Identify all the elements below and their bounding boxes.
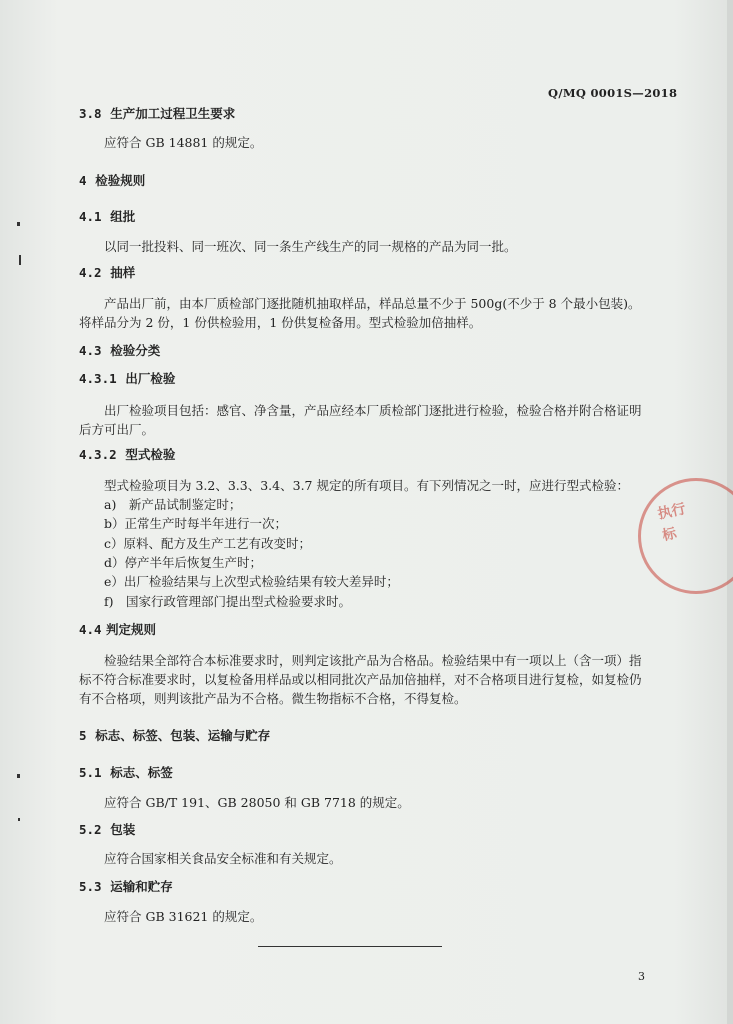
list-item: e）出厂检验结果与上次型式检验结果有较大差异时； [104, 574, 399, 589]
heading-4-3-1: 4.3.1 出厂检验 [79, 371, 176, 386]
paragraph-4-4-line2: 标不符合标准要求时，以复检备用样品或以相同批次产品加倍抽样，对不合格项目进行复检，如复检仍 [79, 672, 642, 687]
list-item: d）停产半年后恢复生产时； [104, 555, 263, 570]
list-item: f) 国家行政管理部门提出型式检验要求时。 [104, 594, 352, 609]
paragraph-4-4-line3: 有不合格项，则判该批产品为不合格。微生物指标不合格，不得复检。 [79, 691, 467, 706]
paragraph-4-3-2: 型式检验项目为 3.2、3.3、3.4、3.7 规定的所有项目。有下列情况之一时，应进行型式检验： [104, 478, 629, 493]
document-code: Q/MQ 0001S—2018 [548, 86, 678, 100]
binding-mark [19, 255, 21, 265]
paragraph-4-4-line1: 检验结果全部符合本标准要求时，则判定该批产品为合格品。检验结果中有一项以上（含一项）指 [104, 653, 642, 668]
list-item: b）正常生产时每半年进行一次； [104, 516, 288, 531]
binding-mark [17, 774, 20, 778]
heading-5-2: 5.2 包装 [79, 822, 136, 837]
binding-mark [17, 222, 20, 226]
paragraph-4-3-1-line1: 出厂检验项目包括：感官、净含量，产品应经本厂质检部门逐批进行检验，检验合格并附合格证明 [104, 403, 642, 418]
heading-4-3: 4.3 检验分类 [79, 343, 161, 358]
heading-3-8: 3.8 生产加工过程卫生要求 [79, 106, 236, 121]
list-item: c）原料、配方及生产工艺有改变时； [104, 536, 312, 551]
paragraph-4-2-line1: 产品出厂前，由本厂质检部门逐批随机抽取样品，样品总量不少于 500g(不少于 8 个最小包装)。 [104, 296, 641, 311]
binding-mark [18, 818, 20, 821]
paragraph-4-1: 以同一批投料、同一班次、同一条生产线生产的同一规格的产品为同一批。 [104, 239, 517, 254]
heading-4-1: 4.1 组批 [79, 209, 136, 224]
heading-4-3-2: 4.3.2 型式检验 [79, 447, 176, 462]
list-item: a) 新产品试制鉴定时； [104, 497, 242, 512]
heading-5-3: 5.3 运输和贮存 [79, 879, 173, 894]
heading-4: 4 检验规则 [79, 173, 146, 188]
heading-4-2: 4.2 抽样 [79, 265, 136, 280]
paragraph-4-2-line2: 将样品分为 2 份，1 份供检验用，1 份供复检备用。型式检验加倍抽样。 [79, 315, 482, 330]
paragraph-5-1: 应符合 GB/T 191、GB 28050 和 GB 7718 的规定。 [104, 795, 410, 810]
heading-5: 5 标志、标签、包装、运输与贮存 [79, 728, 271, 743]
end-rule [258, 946, 442, 947]
paragraph-3-8: 应符合 GB 14881 的规定。 [104, 135, 263, 150]
page-number: 3 [638, 970, 645, 983]
heading-5-1: 5.1 标志、标签 [79, 765, 173, 780]
paragraph-5-3: 应符合 GB 31621 的规定。 [104, 909, 263, 924]
paragraph-5-2: 应符合国家相关食品安全标准和有关规定。 [104, 851, 342, 866]
paragraph-4-3-1-line2: 后方可出厂。 [79, 422, 155, 437]
seal-text: 执行标 [656, 501, 688, 545]
heading-4-4: 4.4 判定规则 [79, 622, 156, 637]
